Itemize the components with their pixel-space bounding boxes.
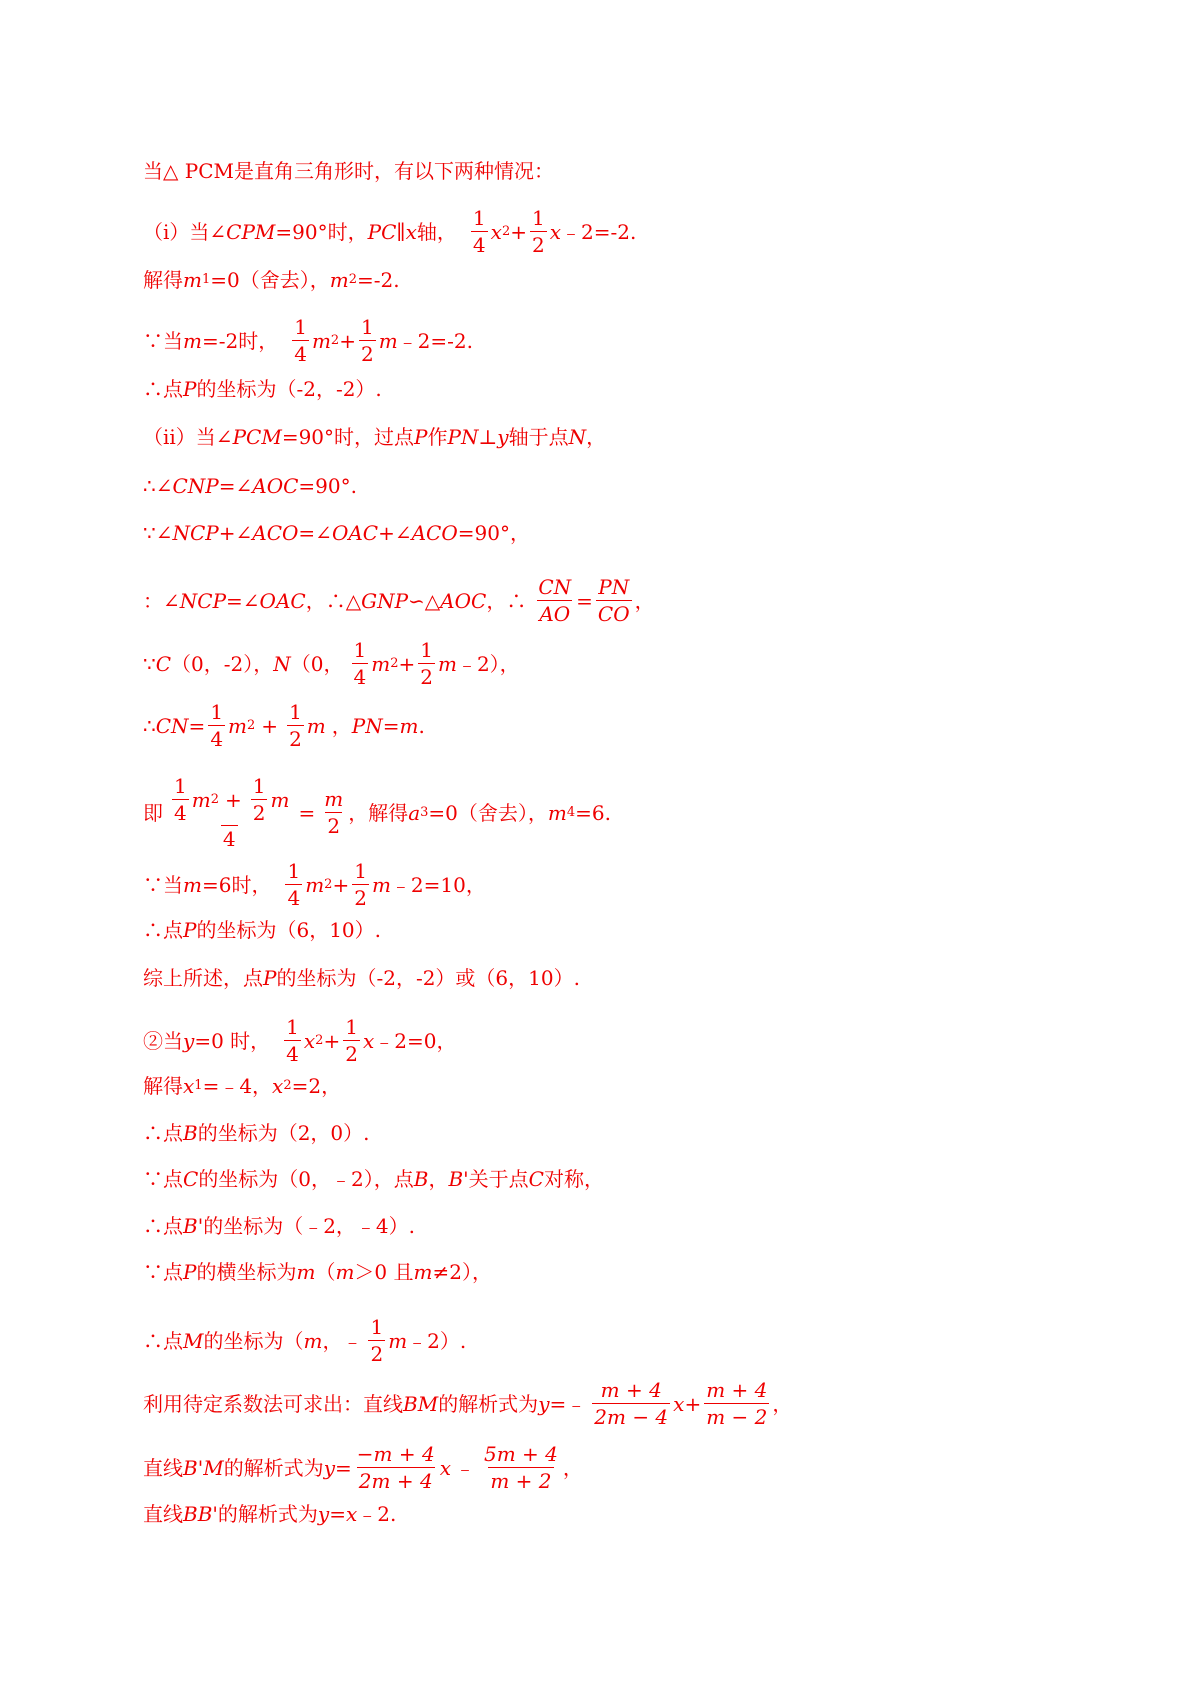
text: N bbox=[273, 651, 291, 676]
text: 的坐标为（2，0）. bbox=[197, 1121, 370, 1145]
text: ， bbox=[331, 713, 352, 738]
text: ∵点 bbox=[143, 1167, 183, 1191]
text: y bbox=[497, 425, 509, 449]
text: x bbox=[183, 1074, 195, 1098]
text: m bbox=[335, 1260, 355, 1284]
text: + bbox=[339, 328, 356, 353]
text: m bbox=[183, 328, 202, 353]
text: AOC bbox=[252, 474, 299, 498]
line-11 bbox=[143, 702, 425, 749]
text: （0，-2）， bbox=[171, 651, 274, 676]
text: ACO bbox=[411, 521, 458, 545]
text: NCP bbox=[172, 521, 219, 545]
text: m bbox=[303, 1328, 323, 1353]
text: m bbox=[388, 1328, 408, 1353]
text: ∵点 bbox=[143, 1260, 183, 1284]
text: 的坐标为（-2，-2）或（6，10）. bbox=[276, 966, 580, 990]
line-17 bbox=[143, 1074, 341, 1098]
line-12 bbox=[143, 776, 611, 849]
line-18 bbox=[143, 1121, 370, 1145]
text: ACO bbox=[252, 521, 299, 545]
denominator: m + 2 bbox=[490, 1469, 552, 1493]
text: x bbox=[673, 1391, 685, 1416]
text: ∴∠ bbox=[143, 474, 173, 498]
text: P bbox=[183, 918, 197, 942]
text: 的解析式为 bbox=[223, 1455, 324, 1480]
line-23 bbox=[143, 1380, 792, 1427]
numerator: 5m + 4 bbox=[483, 1442, 558, 1466]
text: B bbox=[183, 1121, 198, 1145]
text: 的横坐标为 bbox=[196, 1260, 297, 1284]
fraction bbox=[208, 702, 225, 749]
fraction bbox=[352, 861, 369, 908]
fraction bbox=[355, 1444, 437, 1491]
numerator: m + 4 bbox=[706, 1378, 768, 1402]
numerator: 1 bbox=[353, 638, 367, 662]
fraction bbox=[536, 577, 573, 624]
numerator: PN bbox=[598, 575, 630, 599]
text: ， bbox=[586, 425, 607, 449]
text: + bbox=[261, 713, 279, 738]
text: P bbox=[183, 377, 197, 401]
text: m bbox=[270, 787, 290, 812]
denominator: m − 2 bbox=[706, 1405, 768, 1429]
fraction bbox=[343, 1017, 360, 1064]
denominator: 2m − 4 bbox=[594, 1405, 669, 1429]
superscript: 2 bbox=[501, 223, 511, 239]
text: + bbox=[510, 219, 527, 244]
fraction bbox=[482, 1444, 560, 1491]
fraction bbox=[359, 317, 376, 364]
text: B bbox=[413, 1167, 429, 1191]
line-22 bbox=[143, 1317, 466, 1364]
text: . bbox=[418, 713, 425, 738]
denominator: 4 bbox=[353, 665, 367, 689]
numerator: 1 bbox=[294, 315, 307, 339]
text: 轴， bbox=[416, 219, 457, 244]
subscript: 1 bbox=[194, 1078, 203, 1093]
text: P bbox=[263, 966, 277, 990]
denominator: 2 bbox=[531, 233, 545, 257]
text: 利用待定系数法可求出：直线 bbox=[143, 1391, 403, 1416]
text: （i）当∠ bbox=[143, 219, 227, 244]
numerator: 1 bbox=[472, 206, 486, 230]
text: BM bbox=[403, 1391, 439, 1416]
text: ，∴ bbox=[486, 588, 527, 613]
text: ∴点 bbox=[143, 1328, 183, 1353]
text: ﹣2=10， bbox=[390, 872, 486, 897]
line-6 bbox=[143, 425, 606, 449]
text: = bbox=[576, 588, 593, 613]
denominator: 2 bbox=[370, 1342, 384, 1366]
text: +∠ bbox=[378, 521, 412, 545]
text: ∽△ bbox=[408, 588, 441, 613]
text: 关于点 bbox=[468, 1167, 529, 1191]
text: m bbox=[329, 268, 349, 292]
numerator: 1 bbox=[420, 638, 433, 662]
denominator: 4 bbox=[286, 1042, 299, 1066]
text: 解得 bbox=[143, 268, 183, 292]
text: AOC bbox=[440, 588, 487, 613]
numerator: −m + 4 bbox=[356, 1442, 435, 1466]
text: ，∴△ bbox=[305, 588, 362, 613]
denominator: 2m + 4 bbox=[358, 1469, 433, 1493]
text: （ii）当∠ bbox=[143, 425, 233, 449]
denominator: CO bbox=[597, 602, 630, 626]
text: x bbox=[272, 1074, 284, 1098]
text: m bbox=[437, 651, 457, 676]
text: ∵∠ bbox=[143, 521, 173, 545]
line-21 bbox=[143, 1260, 492, 1284]
text: x bbox=[303, 1028, 316, 1053]
fraction bbox=[596, 577, 632, 624]
line-2 bbox=[143, 208, 636, 255]
numerator: 1 bbox=[289, 700, 302, 724]
text: m bbox=[399, 713, 419, 738]
line-20 bbox=[143, 1214, 415, 1238]
line-8 bbox=[143, 521, 530, 545]
text: ﹣2=0， bbox=[374, 1028, 457, 1053]
denominator: 2 bbox=[252, 801, 266, 825]
text: =90°时， bbox=[275, 219, 368, 244]
fraction bbox=[287, 702, 304, 749]
text: m bbox=[305, 872, 325, 897]
text: x bbox=[345, 1502, 358, 1526]
denominator: 2 bbox=[289, 727, 302, 751]
text: ∥ bbox=[396, 219, 406, 244]
text: =-2. bbox=[356, 268, 400, 292]
text: 作 bbox=[427, 425, 448, 449]
text: =90°， bbox=[457, 521, 530, 545]
denominator: AO bbox=[539, 602, 571, 626]
text: x bbox=[439, 1455, 451, 1480]
text: m bbox=[547, 800, 567, 825]
text: ∴点 bbox=[143, 1121, 183, 1145]
text: B' bbox=[183, 1214, 204, 1238]
text: 对称， bbox=[543, 1167, 604, 1191]
denominator: 2 bbox=[360, 342, 374, 366]
numerator: 1 bbox=[210, 700, 224, 724]
text: C bbox=[155, 651, 172, 676]
text: GNP bbox=[361, 588, 409, 613]
text: 直线 bbox=[143, 1455, 183, 1480]
text: PCM bbox=[232, 425, 282, 449]
text: ，解得 bbox=[348, 800, 409, 825]
fraction bbox=[368, 1317, 385, 1364]
denominator: 4 bbox=[472, 233, 486, 257]
text: ﹣2）， bbox=[456, 651, 520, 676]
text: m bbox=[191, 787, 211, 812]
text: =6. bbox=[575, 800, 611, 825]
text: + bbox=[224, 787, 242, 812]
text: =﹣ bbox=[549, 1391, 587, 1416]
text: 的坐标为（6，10）. bbox=[196, 918, 381, 942]
text: =∠ bbox=[298, 521, 332, 545]
text: =-2时， bbox=[201, 328, 279, 353]
denominator: 4 bbox=[294, 342, 307, 366]
text: C bbox=[528, 1167, 544, 1191]
text: m bbox=[228, 713, 248, 738]
text: =0（舍去）， bbox=[210, 268, 330, 292]
text: 轴于点 bbox=[508, 425, 569, 449]
text: 解得 bbox=[143, 1074, 183, 1098]
numerator: m + 4 bbox=[600, 1378, 662, 1402]
superscript: 2 bbox=[330, 332, 340, 348]
fraction bbox=[322, 789, 345, 836]
text: ， bbox=[428, 1167, 449, 1191]
text: m bbox=[311, 328, 331, 353]
text: PN bbox=[351, 713, 383, 738]
line-15 bbox=[143, 966, 580, 990]
text: ﹣2=-2. bbox=[397, 328, 473, 353]
text: ﹣2=-2. bbox=[561, 219, 637, 244]
text: =6时， bbox=[201, 872, 272, 897]
text: ， bbox=[772, 1391, 793, 1416]
text: = bbox=[382, 713, 400, 738]
text: 的坐标为（0，﹣2），点 bbox=[198, 1167, 414, 1191]
text: ：∠ bbox=[143, 588, 180, 613]
compound-numerator bbox=[167, 776, 291, 825]
text: a bbox=[408, 800, 421, 825]
text: ⊥ bbox=[478, 425, 498, 449]
text: x bbox=[405, 219, 417, 244]
text: ≠2）， bbox=[432, 1260, 492, 1284]
line-9 bbox=[143, 577, 655, 624]
text: y bbox=[538, 1391, 550, 1416]
fraction bbox=[530, 208, 547, 255]
line-14 bbox=[143, 918, 381, 942]
fraction bbox=[285, 861, 302, 908]
denominator: 4 bbox=[174, 801, 187, 825]
fraction bbox=[284, 1017, 301, 1064]
superscript: 2 bbox=[324, 876, 333, 892]
line-10 bbox=[143, 640, 520, 687]
text: = bbox=[329, 1502, 346, 1526]
text: = bbox=[298, 800, 316, 825]
text: + bbox=[684, 1391, 702, 1416]
text: B'M bbox=[183, 1455, 224, 1480]
text: m bbox=[371, 872, 391, 897]
text: P bbox=[414, 425, 428, 449]
text: P bbox=[183, 1260, 197, 1284]
text: 的坐标为（﹣2，﹣4）. bbox=[203, 1214, 416, 1238]
subscript: 1 bbox=[201, 272, 211, 287]
text: BB' bbox=[183, 1502, 218, 1526]
text: ﹣2）. bbox=[407, 1328, 467, 1353]
fraction bbox=[292, 317, 309, 364]
subscript: 4 bbox=[566, 804, 576, 820]
compound-fraction bbox=[167, 776, 291, 849]
text: PN bbox=[447, 425, 479, 449]
text: y bbox=[323, 1455, 335, 1480]
text: 的坐标为（-2，-2）. bbox=[196, 377, 382, 401]
text: =90°时，过点 bbox=[281, 425, 415, 449]
text: m bbox=[378, 328, 398, 353]
fraction bbox=[352, 640, 369, 687]
fraction bbox=[471, 208, 488, 255]
text: m bbox=[413, 1260, 433, 1284]
text: 的解析式为 bbox=[217, 1502, 318, 1526]
text: =∠ bbox=[218, 474, 253, 498]
text: = bbox=[335, 1455, 352, 1480]
text: ∴点 bbox=[143, 918, 183, 942]
text: = bbox=[188, 713, 206, 738]
text: （ bbox=[315, 1260, 336, 1284]
denominator: 4 bbox=[287, 886, 301, 910]
numerator: CN bbox=[538, 575, 572, 599]
text: x bbox=[490, 219, 502, 244]
numerator: 1 bbox=[286, 1015, 299, 1039]
numerator: 1 bbox=[370, 1315, 384, 1339]
text: C bbox=[183, 1167, 199, 1191]
line-5 bbox=[143, 377, 382, 401]
numerator: 1 bbox=[360, 315, 374, 339]
text: ﹣ bbox=[454, 1455, 475, 1480]
numerator: 1 bbox=[531, 206, 545, 230]
text: + bbox=[323, 1028, 341, 1053]
text: CNP bbox=[172, 474, 219, 498]
text: + bbox=[332, 872, 350, 897]
text: （0， bbox=[290, 651, 344, 676]
text: 的解析式为 bbox=[438, 1391, 539, 1416]
text: 即 bbox=[143, 800, 163, 825]
superscript: 2 bbox=[247, 717, 256, 733]
superscript: 2 bbox=[390, 655, 399, 671]
text: OAC bbox=[331, 521, 379, 545]
text: OAC bbox=[259, 588, 306, 613]
text: ∵ bbox=[143, 651, 156, 676]
text: =90°. bbox=[298, 474, 357, 498]
text: 综上所述，点 bbox=[143, 966, 263, 990]
numerator: 1 bbox=[287, 859, 301, 883]
text: + bbox=[398, 651, 416, 676]
text: +∠ bbox=[218, 521, 253, 545]
text: ②当 bbox=[143, 1028, 183, 1053]
subscript: 2 bbox=[283, 1078, 292, 1093]
text: ∵当 bbox=[143, 872, 183, 897]
numerator: 1 bbox=[345, 1015, 358, 1039]
denominator: 2 bbox=[420, 665, 433, 689]
text: =∠ bbox=[226, 588, 260, 613]
text: PC bbox=[367, 219, 397, 244]
numerator: 1 bbox=[252, 774, 266, 798]
line-19 bbox=[143, 1167, 604, 1191]
text: y bbox=[183, 1028, 195, 1053]
text: =2， bbox=[291, 1074, 342, 1098]
text: ，﹣ bbox=[322, 1328, 363, 1353]
text: ∴点 bbox=[143, 377, 183, 401]
numerator: 1 bbox=[174, 774, 187, 798]
line-16 bbox=[143, 1017, 456, 1064]
text: =0（舍去）， bbox=[428, 800, 548, 825]
denominator: 2 bbox=[354, 886, 367, 910]
text: ， bbox=[562, 1455, 583, 1480]
numerator: m bbox=[324, 787, 344, 811]
fraction bbox=[172, 776, 189, 823]
superscript: 2 bbox=[210, 792, 219, 807]
fraction bbox=[418, 640, 435, 687]
text: CN bbox=[155, 713, 189, 738]
text: m bbox=[183, 872, 202, 897]
compound-denominator: 4 bbox=[222, 827, 236, 851]
text: 直线 bbox=[143, 1502, 183, 1526]
line-24 bbox=[143, 1444, 583, 1491]
text: ＞0 且 bbox=[354, 1260, 414, 1284]
text: m bbox=[183, 268, 202, 292]
fraction bbox=[704, 1380, 769, 1427]
fraction bbox=[251, 776, 268, 823]
line-4 bbox=[143, 317, 473, 364]
text: 的坐标为（ bbox=[203, 1328, 304, 1353]
fraction bbox=[592, 1380, 670, 1427]
text: NCP bbox=[179, 588, 227, 613]
text: m bbox=[296, 1260, 316, 1284]
text: ﹣2. bbox=[357, 1502, 397, 1526]
subscript: 3 bbox=[420, 804, 429, 820]
text: y bbox=[317, 1502, 330, 1526]
text: ∴ bbox=[143, 713, 156, 738]
text: =﹣4， bbox=[202, 1074, 273, 1098]
text: ， bbox=[634, 588, 655, 613]
text: =0 时， bbox=[194, 1028, 271, 1053]
line-1 bbox=[143, 159, 554, 183]
denominator: 4 bbox=[210, 727, 224, 751]
line-7 bbox=[143, 474, 357, 498]
text: x bbox=[549, 219, 561, 244]
line-3 bbox=[143, 268, 400, 292]
text: B' bbox=[448, 1167, 469, 1191]
superscript: 2 bbox=[315, 1032, 324, 1048]
line-25 bbox=[143, 1502, 396, 1526]
line-13 bbox=[143, 861, 486, 908]
text: 当△ PCM是直角三角形时，有以下两种情况： bbox=[143, 159, 554, 183]
denominator: 2 bbox=[327, 814, 341, 838]
text: M bbox=[183, 1328, 204, 1353]
text: x bbox=[362, 1028, 375, 1053]
text: m bbox=[306, 713, 326, 738]
numerator: 1 bbox=[354, 859, 367, 883]
text: N bbox=[568, 425, 587, 449]
denominator: 2 bbox=[345, 1042, 358, 1066]
text: ∴点 bbox=[143, 1214, 183, 1238]
text: m bbox=[371, 651, 391, 676]
text: CPM bbox=[226, 219, 276, 244]
text: ∵当 bbox=[143, 328, 183, 353]
subscript: 2 bbox=[348, 272, 357, 287]
